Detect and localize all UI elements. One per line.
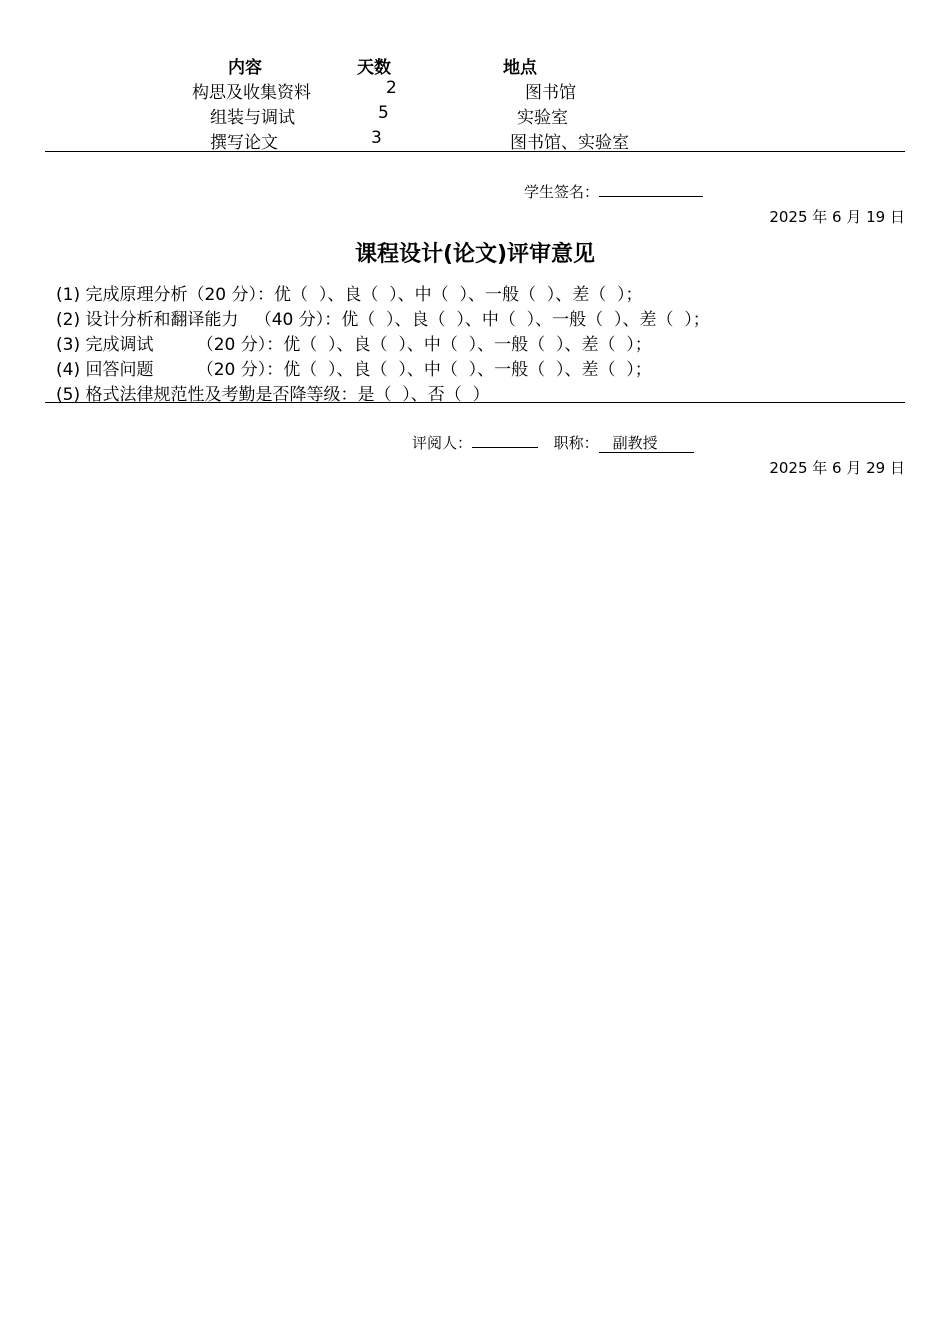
- row-1-days: 2: [386, 78, 397, 98]
- row-1-content: 构思及收集资料: [192, 83, 311, 103]
- criterion-3: (3) 完成调试 （20 分）：优（ ）、良（ ）、中（ ）、一般（ ）、差（ ）；: [56, 335, 652, 355]
- criterion-1: (1) 完成原理分析（20 分）：优（ ）、良（ ）、中（ ）、一般（ ）、差（ ）；: [56, 285, 643, 305]
- row-3-content: 撰写论文: [210, 133, 278, 153]
- criterion-4: (4) 回答问题 （20 分）：优（ ）、良（ ）、中（ ）、一般（ ）、差（ ）；: [56, 360, 652, 380]
- header-place: 地点: [503, 58, 537, 78]
- divider-bottom: [45, 402, 905, 403]
- row-2-days: 5: [378, 103, 389, 123]
- criterion-5: (5) 格式法律规范性及考勤是否降等级：是（ ）、否（ ）: [56, 385, 490, 405]
- row-3-place: 图书馆、实验室: [510, 133, 629, 153]
- review-date: 2025 年 6 月 29 日: [769, 459, 905, 477]
- review-title: 课程设计(论文)评审意见: [354, 242, 596, 267]
- divider-top: [45, 151, 905, 152]
- row-1-place: 图书馆: [525, 83, 576, 103]
- reviewer-title-value: 副教授: [599, 435, 694, 453]
- student-date: 2025 年 6 月 19 日: [769, 208, 905, 226]
- student-signature-label: 学生签名：: [524, 183, 600, 201]
- reviewer-signature-line[interactable]: [472, 432, 538, 448]
- row-3-days: 3: [371, 128, 382, 148]
- reviewer-title-label: 职称：: [553, 434, 599, 452]
- row-2-place: 实验室: [517, 108, 568, 128]
- row-2-content: 组装与调试: [210, 108, 295, 128]
- header-days: 天数: [357, 58, 391, 78]
- header-content: 内容: [228, 58, 262, 78]
- reviewer-block: [412, 432, 694, 453]
- student-signature: [524, 181, 703, 202]
- reviewer-label: 评阅人：: [412, 434, 473, 452]
- criterion-2: (2) 设计分析和翻译能力 （40 分）：优（ ）、良（ ）、中（ ）、一般（ ）、差（ ）；: [56, 310, 710, 330]
- student-signature-line[interactable]: [599, 181, 703, 197]
